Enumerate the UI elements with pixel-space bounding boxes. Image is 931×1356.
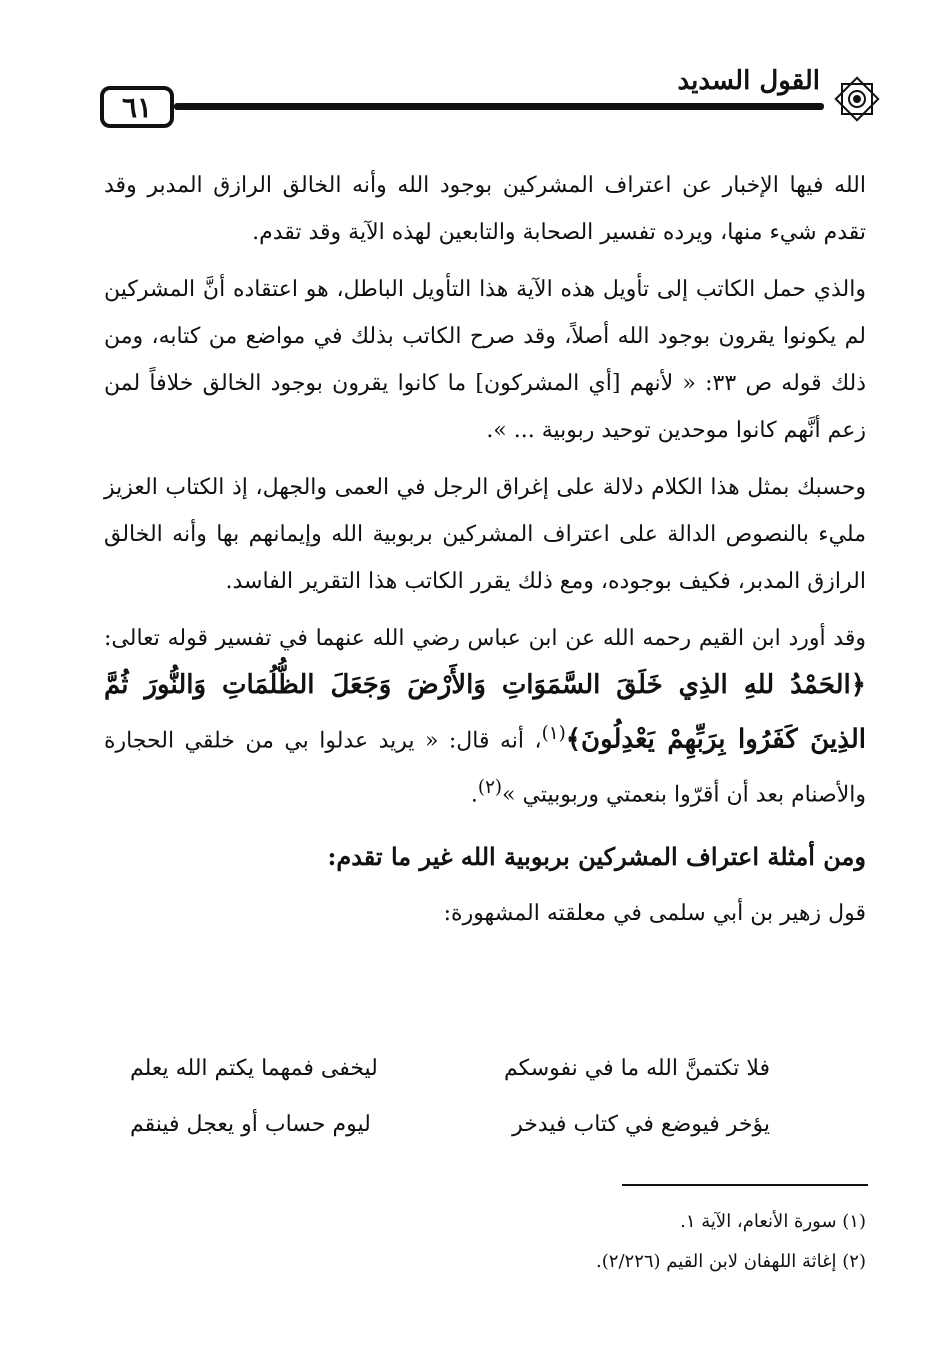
footnote-separator [622, 1184, 868, 1186]
octagram-flower-icon [830, 72, 884, 126]
poem-verse [130, 1056, 770, 1112]
verse-second-hemistich: ليوم حساب أو يعجل فينقم [130, 1112, 371, 1137]
paragraph-2: والذي حمل الكاتب إلى تأويل هذه الآية هذا التأويل الباطل، هو اعتقاده أنَّ المشركين لم يكونوا يقرون بوجود الله أصلاً، وقد صرح الكاتب بذلك في مواضع من كتابه، ومن ذلك قوله ص ٣٣: « لأنهم [أي المشركون] ما كانوا يقرون بوجود الخالق خلافاً لمن زعم أنَّهم كانوا موحدين توحيد ربوبية ... ». [104, 277, 866, 443]
ibn-qayyim-intro: وقد أورد ابن القيم رحمه الله عن ابن عباس رضي الله عنهما في تفسير قوله تعالى: [104, 626, 866, 651]
book-title: القول السديد [677, 66, 820, 96]
verse-first-hemistich: فلا تكتمنَّ الله ما في نفوسكم [503, 1056, 770, 1081]
paragraph-1: الله فيها الإخبار عن اعتراف المشركين بوجود الله وأنه الخالق الرازق المدبر وقد تقدم شيء منها، ويرده تفسير الصحابة والتابعين لهذه الآية وقد تقدم. [104, 173, 866, 245]
page-header [100, 60, 890, 140]
ibn-qayyim-quote: ، أنه قال: « يريد عدلوا بي من خلقي الحجارة والأصنام بعد أن أقرّوا بنعمتي وربوبيتي » [104, 728, 866, 808]
section-heading: ومن أمثلة اعتراف المشركين بربوبية الله غير ما تقدم: [327, 841, 866, 871]
page-number-box [100, 86, 174, 128]
paragraph-3: وحسبك بمثل هذا الكلام دلالة على إغراق الرجل في العمى والجهل، إذ الكتاب العزيز مليء بالنصوص الدالة على اعتراف المشركين بربوبية الله وإيمانهم بها وأنه الخالق الرازق المدبر، فكيف بوجوده، ومع ذلك يقرر الكاتب هذا التقرير الفاسد. [104, 475, 866, 594]
footnote-1: (١) سورة الأنعام، الآية ١. [680, 1211, 866, 1232]
verse-second-hemistich: ليخفى فمهما يكتم الله يعلم [130, 1056, 378, 1081]
header-rule [174, 103, 824, 110]
paragraph-ibn-qayyim [104, 615, 866, 819]
footnote-ref-1: (١) [541, 723, 566, 744]
footnotes [104, 1202, 866, 1282]
poem-verse [130, 1112, 770, 1168]
poem-intro: قول زهير بن أبي سلمى في معلقته المشهورة: [443, 900, 866, 926]
page-number: ٦١ [121, 90, 153, 124]
footnote-ref-2: (٢) [477, 777, 503, 799]
ibn-qayyim-end: . [470, 782, 478, 808]
poem [130, 1056, 770, 1168]
quran-verse: ﴿الحَمْدُ للهِ الذِي خَلَقَ السَّمَوَاتِ وَالأَرْضَ وَجَعَلَ الظُّلُمَاتِ وَالنُّورَ ثُمَّ الذِينَ كَفَرُوا بِرَبِّهِمْ يَعْدِلُونَ﴾ [104, 670, 866, 755]
footnote-2: (٢) إغاثة اللهفان لابن القيم (٢/٢٢٦). [596, 1251, 866, 1272]
verse-first-hemistich: يؤخر فيوضع في كتاب فيدخر [512, 1112, 770, 1137]
main-text [104, 162, 866, 937]
